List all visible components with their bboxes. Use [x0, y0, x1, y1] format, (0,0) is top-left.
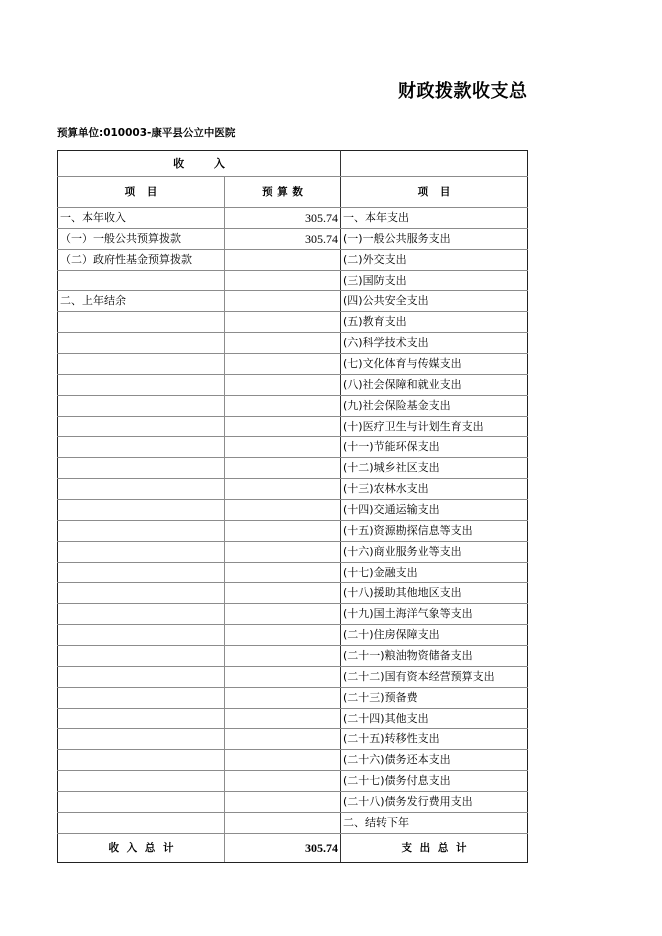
income-item-cell: [58, 625, 225, 646]
income-amount-cell: [225, 333, 341, 354]
table-row: [58, 812, 528, 833]
expense-item-cell: (二十六)债务还本支出: [341, 750, 528, 771]
income-amount-cell: 305.74: [225, 228, 341, 249]
budget-table: [57, 150, 528, 863]
income-amount-cell: [225, 625, 341, 646]
expense-section-header: [341, 151, 528, 177]
table-row: [58, 666, 528, 687]
expense-item-cell: (二十)住房保障支出: [341, 625, 528, 646]
budget-unit-label: 预算单位:010003-康平县公立中医院: [57, 127, 236, 139]
expense-item-cell: (二十四)其他支出: [341, 708, 528, 729]
expense-item-cell: (十五)资源勘探信息等支出: [341, 520, 528, 541]
income-total-amount: 305.74: [225, 833, 341, 862]
income-amount-cell: [225, 395, 341, 416]
expense-total-label: 支 出 总 计: [341, 833, 528, 862]
income-item-cell: [58, 520, 225, 541]
expense-item-column-header: 项 目: [341, 177, 528, 208]
table-row: [58, 562, 528, 583]
expense-item-cell: (十四)交通运输支出: [341, 500, 528, 521]
income-amount-cell: [225, 500, 341, 521]
income-amount-cell: [225, 666, 341, 687]
expense-item-cell: (九)社会保险基金支出: [341, 395, 528, 416]
expense-item-cell: 二、结转下年: [341, 812, 528, 833]
table-row: [58, 416, 528, 437]
income-item-cell: [58, 708, 225, 729]
table-row: [58, 687, 528, 708]
expense-item-cell: (五)教育支出: [341, 312, 528, 333]
total-row: [58, 833, 528, 862]
table-footer: [58, 833, 528, 862]
expense-item-cell: (十二)城乡社区支出: [341, 458, 528, 479]
income-amount-cell: [225, 771, 341, 792]
table-row: [58, 708, 528, 729]
income-item-cell: [58, 458, 225, 479]
income-item-cell: [58, 416, 225, 437]
income-section-header: 收 入: [58, 151, 341, 177]
expense-item-cell: (十一)节能环保支出: [341, 437, 528, 458]
income-amount-cell: [225, 458, 341, 479]
expense-item-cell: (六)科学技术支出: [341, 333, 528, 354]
expense-item-cell: (二十一)粮油物资储备支出: [341, 646, 528, 667]
income-item-cell: [58, 729, 225, 750]
table-row: [58, 500, 528, 521]
income-amount-cell: [225, 750, 341, 771]
expense-item-cell: (二十三)预备费: [341, 687, 528, 708]
income-item-cell: （一）一般公共预算拨款: [58, 228, 225, 249]
income-amount-column-header: 预 算 数: [225, 177, 341, 208]
table-row: [58, 291, 528, 312]
income-item-cell: [58, 583, 225, 604]
income-item-cell: [58, 812, 225, 833]
expense-item-cell: (二十五)转移性支出: [341, 729, 528, 750]
income-item-cell: [58, 437, 225, 458]
table-body: [58, 208, 528, 834]
table-row: [58, 395, 528, 416]
income-item-cell: [58, 687, 225, 708]
header-row-columns: [58, 177, 528, 208]
expense-item-cell: (一)一般公共服务支出: [341, 228, 528, 249]
income-amount-cell: [225, 708, 341, 729]
expense-item-cell: (二十二)国有资本经营预算支出: [341, 666, 528, 687]
income-amount-cell: [225, 437, 341, 458]
income-amount-cell: [225, 687, 341, 708]
expense-item-cell: (十八)援助其他地区支出: [341, 583, 528, 604]
expense-item-cell: (十七)金融支出: [341, 562, 528, 583]
table-row: [58, 458, 528, 479]
income-item-cell: [58, 479, 225, 500]
income-amount-cell: [225, 354, 341, 375]
table-row: [58, 354, 528, 375]
table-row: [58, 604, 528, 625]
income-amount-cell: [225, 541, 341, 562]
income-item-cell: [58, 395, 225, 416]
income-amount-cell: [225, 729, 341, 750]
income-item-cell: （二）政府性基金预算拨款: [58, 249, 225, 270]
table-row: [58, 750, 528, 771]
income-item-cell: [58, 666, 225, 687]
income-amount-cell: [225, 520, 341, 541]
table-row: [58, 646, 528, 667]
table-row: [58, 228, 528, 249]
income-item-column-header: 项 目: [58, 177, 225, 208]
expense-item-cell: 一、本年支出: [341, 208, 528, 229]
income-amount-cell: [225, 291, 341, 312]
income-item-cell: [58, 562, 225, 583]
expense-item-cell: (三)国防支出: [341, 270, 528, 291]
income-amount-cell: [225, 479, 341, 500]
income-item-cell: 二、上年结余: [58, 291, 225, 312]
income-amount-cell: [225, 270, 341, 291]
table-row: [58, 270, 528, 291]
expense-item-cell: (二)外交支出: [341, 249, 528, 270]
table-row: [58, 437, 528, 458]
income-item-cell: [58, 500, 225, 521]
income-item-cell: [58, 750, 225, 771]
income-amount-cell: [225, 583, 341, 604]
table-row: [58, 374, 528, 395]
header-row-section: [58, 151, 528, 177]
income-amount-cell: [225, 792, 341, 813]
income-item-cell: [58, 792, 225, 813]
table-row: [58, 312, 528, 333]
income-amount-cell: [225, 812, 341, 833]
income-item-cell: [58, 333, 225, 354]
income-amount-cell: [225, 646, 341, 667]
income-item-cell: 一、本年收入: [58, 208, 225, 229]
expense-item-cell: (八)社会保障和就业支出: [341, 374, 528, 395]
income-amount-cell: [225, 312, 341, 333]
income-item-cell: [58, 312, 225, 333]
table-row: [58, 792, 528, 813]
table-row: [58, 249, 528, 270]
table-row: [58, 625, 528, 646]
income-item-cell: [58, 374, 225, 395]
expense-item-cell: (七)文化体育与传媒支出: [341, 354, 528, 375]
expense-item-cell: (十九)国土海洋气象等支出: [341, 604, 528, 625]
table-row: [58, 333, 528, 354]
expense-item-cell: (二十七)债务付息支出: [341, 771, 528, 792]
page-title: 财政拨款收支总: [398, 81, 527, 102]
table-row: [58, 208, 528, 229]
income-item-cell: [58, 354, 225, 375]
income-amount-cell: [225, 416, 341, 437]
expense-item-cell: (十)医疗卫生与计划生育支出: [341, 416, 528, 437]
table-row: [58, 771, 528, 792]
table-header: [58, 151, 528, 208]
income-item-cell: [58, 270, 225, 291]
table-row: [58, 583, 528, 604]
income-amount-cell: [225, 562, 341, 583]
income-item-cell: [58, 646, 225, 667]
income-item-cell: [58, 771, 225, 792]
table-row: [58, 729, 528, 750]
expense-item-cell: (十六)商业服务业等支出: [341, 541, 528, 562]
table-row: [58, 541, 528, 562]
income-item-cell: [58, 541, 225, 562]
table-row: [58, 479, 528, 500]
expense-item-cell: (二十八)债务发行费用支出: [341, 792, 528, 813]
income-amount-cell: [225, 604, 341, 625]
income-amount-cell: [225, 249, 341, 270]
income-item-cell: [58, 604, 225, 625]
table-row: [58, 520, 528, 541]
income-amount-cell: 305.74: [225, 208, 341, 229]
expense-item-cell: (十三)农林水支出: [341, 479, 528, 500]
expense-item-cell: (四)公共安全支出: [341, 291, 528, 312]
income-amount-cell: [225, 374, 341, 395]
income-total-label: 收 入 总 计: [58, 833, 225, 862]
